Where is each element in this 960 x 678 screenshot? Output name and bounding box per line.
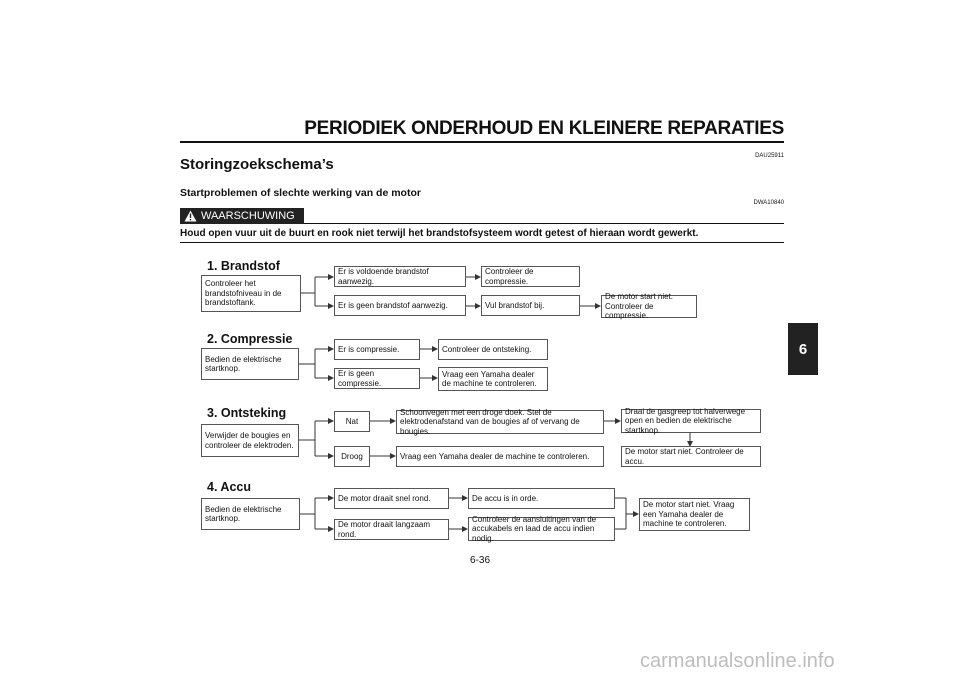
ref-code: DAU25911 bbox=[755, 153, 784, 159]
step-check-fuel: Controleer het brandstofniveau in de brandstoftank. bbox=[201, 275, 301, 312]
step-dealer-check-ignition: Vraag een Yamaha dealer de machine te controleren. bbox=[396, 446, 604, 467]
subtitle: Startproblemen of slechte werking van de motor bbox=[180, 187, 421, 199]
section-title: Storingzoekschema’s bbox=[180, 156, 334, 173]
step-check-battery-cables: Controleer de aansluitingen van de accukabels en laad de accu indien nodig. bbox=[468, 517, 615, 541]
step-dry: Droog bbox=[334, 446, 370, 467]
section-heading-ontsteking: 3. Ontsteking bbox=[207, 406, 287, 420]
step-refuel: Vul brandstof bij. bbox=[481, 295, 580, 316]
chapter-tab: 6 bbox=[788, 323, 818, 375]
step-engine-fast: De motor draait snel rond. bbox=[334, 488, 449, 509]
step-no-fuel: Er is geen brandstof aanwezig. bbox=[334, 295, 466, 316]
step-battery-ok: De accu is in orde. bbox=[468, 488, 615, 509]
step-no-start-battery: De motor start niet. Controleer de accu. bbox=[621, 446, 761, 467]
step-no-start-dealer: De motor start niet. Vraag een Yamaha dealer de machine te controleren. bbox=[639, 498, 750, 531]
ref-code-warning: DWA10840 bbox=[753, 200, 784, 206]
section-heading-accu: 4. Accu bbox=[207, 480, 252, 494]
step-press-starter: Bedien de elektrische startknop. bbox=[201, 348, 299, 380]
section-heading-compressie: 2. Compressie bbox=[207, 332, 293, 346]
warning-text: Houd open vuur uit de buurt en rook niet terwijl het brandstofsysteem wordt getest of hieraan wordt gewerkt. bbox=[180, 228, 699, 239]
step-clean-plugs: Schoonvegen met een droge doek. Stel de elektrodenafstand van de bougies af of vervang de bougies. bbox=[396, 410, 604, 434]
step-check-ignition: Controleer de ontsteking. bbox=[438, 339, 548, 360]
step-engine-slow: De motor draait langzaam rond. bbox=[334, 519, 449, 540]
step-fuel-present: Er is voldoende brandstof aanwezig. bbox=[334, 266, 466, 287]
running-title: PERIODIEK ONDERHOUD EN KLEINERE REPARATIES bbox=[304, 118, 784, 139]
watermark: carmanualsonline.info bbox=[640, 650, 835, 672]
step-throttle-start: Draai de gasgreep tot halverwege open en bedien de elektrische startknop. bbox=[621, 409, 761, 433]
page-number: 6-36 bbox=[469, 555, 490, 566]
warning-label: WAARSCHUWING bbox=[201, 210, 295, 222]
step-no-start-compression: De motor start niet. Controleer de compressie. bbox=[601, 295, 697, 318]
section-heading-brandstof: 1. Brandstof bbox=[207, 259, 280, 273]
step-wet: Nat bbox=[334, 411, 370, 432]
step-no-compression: Er is geen compressie. bbox=[334, 368, 420, 389]
step-compression-present: Er is compressie. bbox=[334, 339, 420, 360]
step-check-compression: Controleer de compressie. bbox=[481, 266, 580, 287]
step-remove-plugs: Verwijder de bougies en controleer de elektroden. bbox=[201, 424, 299, 457]
step-dealer-check-compression: Vraag een Yamaha dealer de machine te controleren. bbox=[438, 367, 548, 391]
step-press-starter-battery: Bedien de elektrische startknop. bbox=[201, 498, 300, 530]
